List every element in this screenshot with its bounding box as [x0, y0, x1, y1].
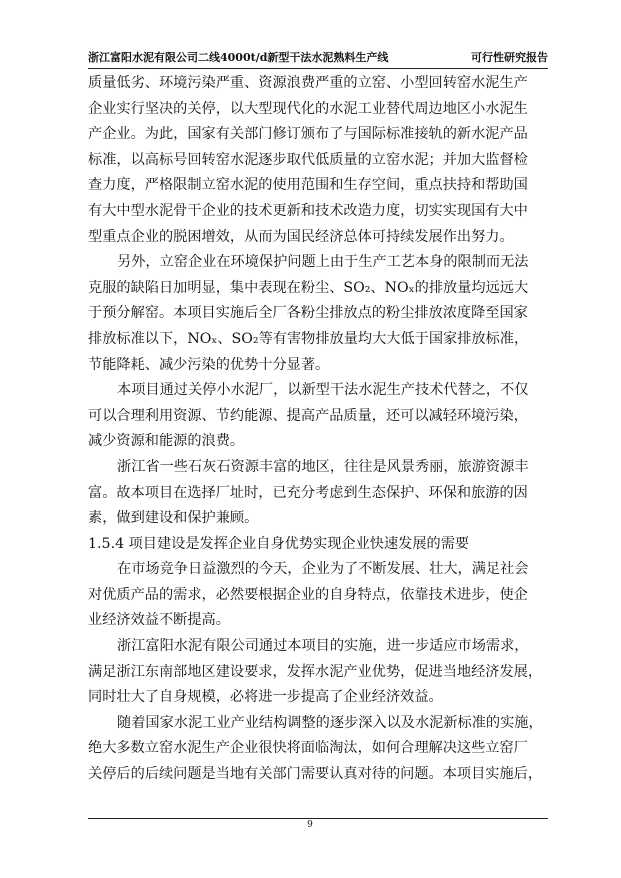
- text-line: 有大中型水泥骨干企业的技术更新和技术改造力度，切实实现国有大中: [88, 202, 528, 219]
- text-line: 于预分解窑。本项目实施后全厂各粉尘排放点的粉尘排放浓度降至国家: [88, 305, 528, 322]
- header-divider: [88, 68, 548, 69]
- body-text: [88, 71, 548, 788]
- text-line: 标准，以高标号回转窑水泥逐步取代低质量的立窑水泥；并加大监督检: [88, 151, 528, 168]
- page-header: [88, 50, 548, 66]
- text-line: 本项目通过关停小水泥厂，以新型干法水泥生产技术代替之，不仅: [117, 382, 529, 399]
- text-line: 浙江省一些石灰石资源丰富的地区，往往是风景秀丽，旅游资源丰: [117, 458, 529, 475]
- text-line: 关停后的后续问题是当地有关部门需要认真对待的问题。本项目实施后，: [88, 766, 543, 783]
- text-line: 质量低劣、环境污染严重、资源浪费严重的立窑、小型回转窑水泥生产: [88, 75, 528, 91]
- text-line: 克服的缺陷日加明显，集中表现在粉尘、SO₂、NOₓ的排放量均远远大: [88, 279, 529, 296]
- text-line: 查力度，严格限制立窑水泥的使用范围和生存空间，重点扶持和帮助国: [88, 177, 528, 194]
- text-line: 另外，立窑企业在环境保护问题上由于生产工艺本身的限制而无法: [117, 254, 529, 271]
- text-line: 同时壮大了自身规模，必将进一步提高了企业经济效益。: [88, 689, 443, 706]
- text-line: 1.5.4 项目建设是发挥企业自身优势实现企业快速发展的需要: [88, 535, 470, 552]
- text-line: 满足浙江东南部地区建设要求，发挥水泥产业优势，促进当地经济发展，: [88, 663, 543, 680]
- text-line: 随着国家水泥工业产业结构调整的逐步深入以及水泥新标准的实施，: [117, 714, 543, 731]
- text-line: 在市场竞争日益激烈的今天，企业为了不断发展、壮大，满足社会: [117, 561, 529, 578]
- text-line: 富。故本项目在选择厂址时，已充分考虑到生态保护、环保和旅游的因: [88, 484, 528, 501]
- page-number: 9: [307, 820, 313, 830]
- header-report-type: 可行性研究报告: [471, 51, 548, 64]
- text-line: 减少资源和能源的浪费。: [88, 433, 245, 450]
- text-line: 素，做到建设和保护兼顾。: [88, 510, 259, 527]
- text-line: 企业实行坚决的关停，以大型现代化的水泥工业替代周边地区小水泥生: [88, 100, 528, 117]
- text-line: 对优质产品的需求，必然要根据企业的自身特点，依靠技术进步，使企: [88, 586, 528, 603]
- text-line: 排放标准以下，NOₓ、SO₂等有害物排放量均大大低于国家排放标准，: [88, 330, 529, 347]
- text-line: 绝大多数立窑水泥生产企业很快将面临淘汰，如何合理解决这些立窑厂: [88, 740, 528, 757]
- text-line: 节能降耗、减少污染的优势十分显著。: [88, 356, 330, 373]
- text-line: 产企业。为此，国家有关部门修订颁布了与国际标准接轨的新水泥产品: [88, 126, 528, 143]
- text-line: 型重点企业的脱困增效，从而为国民经济总体可持续发展作出努力。: [88, 228, 514, 245]
- text-line: 业经济效益不断提高。: [88, 612, 230, 629]
- header-document-title: 浙江富阳水泥有限公司二线4000t/d新型干法水泥熟料生产线: [88, 51, 389, 64]
- text-line: 浙江富阳水泥有限公司通过本项目的实施，进一步适应市场需求，: [117, 638, 529, 655]
- text-line: 可以合理利用资源、节约能源、提高产品质量，还可以减轻环境污染，: [88, 407, 528, 424]
